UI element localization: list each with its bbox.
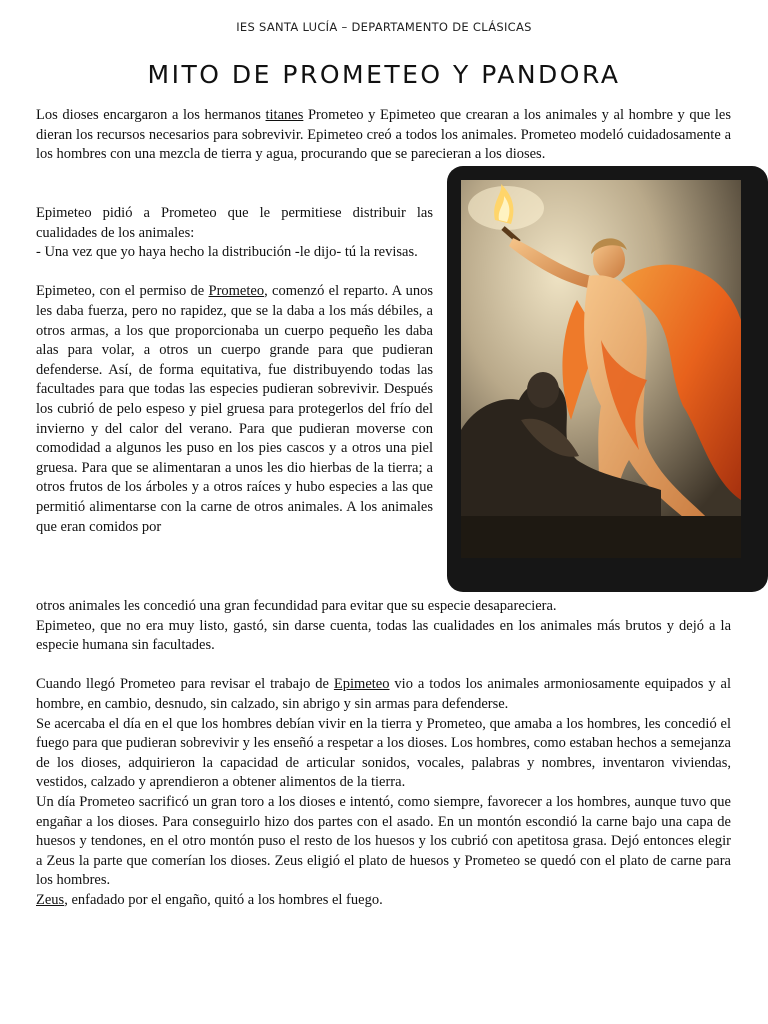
link-prometeo[interactable]: Prometeo	[208, 283, 265, 300]
page-title: MITO DE PROMETEO Y PANDORA	[147, 60, 621, 89]
link-titanes[interactable]: titanes	[265, 107, 304, 123]
paragraph: Epimeteo pidió a Prometeo que le permitiese distribuir las cualidades de los animales:	[36, 205, 433, 241]
link-zeus[interactable]: Zeus	[36, 891, 65, 908]
paragraph-text: , comenzó el reparto. A unos les daba fuerza, pero no rapidez, que se la daba a los más débiles, a otros armas, a los que proporcionaba un cuerpo pequeño les daba alas para volar, a otros un cuerpo grande para que pudieran defenderse. Así, de forma equitativa, fue distribuyendo todas las facultades para que todas las especies pudieran sobrevivir. Después los cubrió de pelo espeso y piel gruesa para protegerlos del frío del invierno y del calor del verano. Para que pudieran moverse con comodidad a algunos les puso en los pies cascos y a otros una piel gruesa. Para que se alimentaran a unos les dio hierbas de la tierra; a otros frutos de los árboles y a otros raíces y hubo especies a las que permitió alimentarse con la carne de otros animales. A los animales que eran comidos por	[36, 283, 433, 535]
paragraph	[36, 106, 731, 165]
paragraph: otros animales les concedió una gran fecundidad para evitar que su especie desapareciera.	[36, 598, 557, 614]
paragraph-text: vio a todos los animales armoniosamente equipados y al hombre, en cambio, desnudo, sin calzado, sin abrigo y sin armas para defenderse.	[36, 676, 732, 712]
paragraph-text: Cuando llegó Prometeo para revisar el trabajo de	[36, 676, 334, 693]
paragraph-text: Epimeteo, con el permiso de	[36, 283, 209, 300]
text-block-beside-image	[36, 204, 433, 537]
school-header: IES SANTA LUCÍA – DEPARTAMENTO DE CLÁSICAS	[236, 20, 532, 34]
text-block-top	[36, 106, 731, 165]
paragraph-text: , enfadado por el engaño, quitó a los hombres el fuego.	[64, 891, 383, 908]
paragraph-text: Prometeo y Epimeteo que crearan a los animales y al hombre y que les dieran los recursos necesarios para sobrevivir. Epimeteo creó a todos los animales. Prometeo modeló cuidadosamente a los hombres con una mezcla de tierra y agua, procurando que se parecieran a los dioses.	[36, 107, 731, 163]
paragraph: Se acercaba el día en el que los hombres debían vivir en la tierra y Prometeo, que amaba a los hombres, les concedió el fuego para que pudieran sobrevivir y les enseñó a respetar a los dioses. Los hombres, como estaban hechos a semejanza de los dioses, adquirieron la capacidad de articular sonidos, vocales, palabras y nombres, inventaron viviendas, vestidos, calzado y aprendieron a obtener alimentos de la tierra.	[36, 715, 731, 791]
paragraph	[36, 675, 731, 714]
paragraph: Un día Prometeo sacrificó un gran toro a los dioses e intentó, como siempre, favorecer a los hombres, aunque tuvo que engañar a los dioses. Para conseguirlo hizo dos partes con el asado. En un montón escondió la carne bajo una capa de huesos y tendones, en el otro montón puso el resto de los huesos y los cubrió con apetitosa grasa. Dejó entonces elegir a Zeus la parte que comerían los dioses. Zeus eligió el plato de huesos y Prometeo se quedó con el plato de carne para los hombres.	[36, 793, 731, 889]
paragraph	[36, 282, 433, 537]
paragraph: Epimeteo, que no era muy listo, gastó, sin darse cuenta, todas las cualidades en los animales más brutos y dejó a la especie humana sin facultades.	[36, 617, 731, 654]
paragraph	[36, 891, 731, 911]
link-epimeteo[interactable]: Epimeteo	[333, 676, 390, 693]
text-block-bottom	[36, 597, 731, 911]
prometheus-painting	[461, 180, 741, 558]
paragraph-text: Los dioses encargaron a los hermanos	[36, 107, 266, 123]
dialogue-line: - Una vez que yo haya hecho la distribución -le dijo- tú la revisas.	[36, 244, 418, 261]
